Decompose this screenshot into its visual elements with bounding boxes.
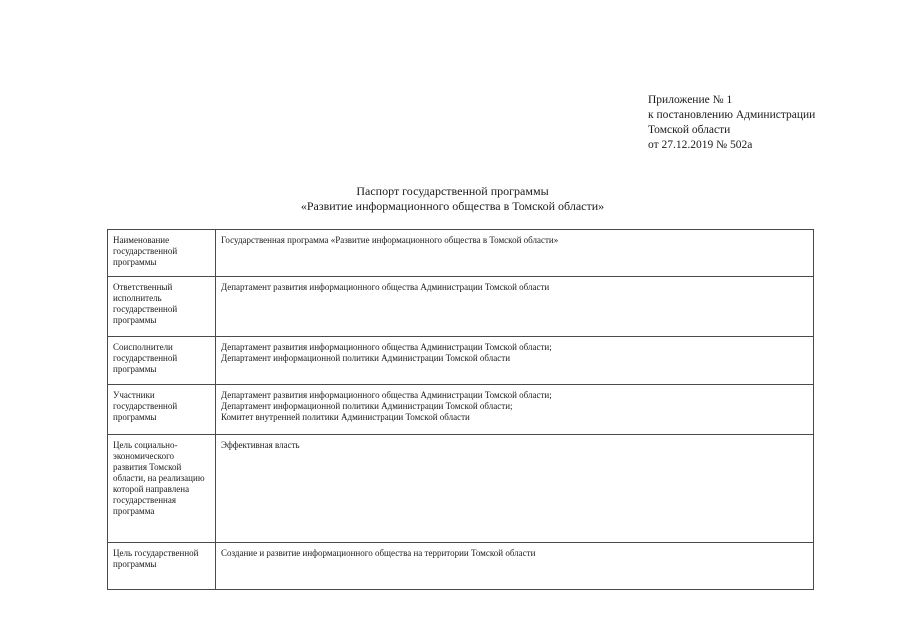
- appendix-header: [648, 93, 815, 153]
- title-line-1: Паспорт государственной программы: [356, 184, 549, 198]
- row-label: Ответственный исполнитель государственной программы: [108, 277, 216, 337]
- value-line: Департамент развития информационного общества Администрации Томской области: [221, 282, 550, 292]
- document-title: [0, 184, 905, 214]
- table-row: [108, 277, 814, 337]
- value-line: Создание и развитие информационного общества на территории Томской области: [221, 548, 536, 558]
- row-label: Участники государственной программы: [108, 385, 216, 435]
- row-value: [216, 277, 814, 337]
- row-value: [216, 230, 814, 277]
- value-line: Департамент развития информационного общества Администрации Томской области;: [221, 342, 552, 352]
- table-row: [108, 435, 814, 543]
- table-row: [108, 230, 814, 277]
- table-row: [108, 385, 814, 435]
- appendix-number: Приложение № 1: [648, 94, 733, 106]
- value-line: Комитет внутренней политики Администрации Томской области: [221, 412, 470, 422]
- passport-table: [107, 229, 814, 590]
- row-label: Цель государственной программы: [108, 543, 216, 590]
- value-line: Государственная программа «Развитие информационного общества в Томской области»: [221, 235, 559, 245]
- row-value: [216, 543, 814, 590]
- row-label: Наименование государственной программы: [108, 230, 216, 277]
- value-line: Департамент развития информационного общества Администрации Томской области;: [221, 390, 552, 400]
- value-line: Департамент информационной политики Администрации Томской области: [221, 353, 511, 363]
- value-line: Департамент информационной политики Администрации Томской области;: [221, 401, 513, 411]
- appendix-decree: к постановлению Администрации: [648, 109, 816, 121]
- row-value: [216, 435, 814, 543]
- title-line-2: «Развитие информационного общества в Томской области»: [300, 199, 605, 213]
- table-row: [108, 543, 814, 590]
- row-label: Соисполнители государственной программы: [108, 337, 216, 385]
- value-line: Эффективная власть: [221, 440, 300, 450]
- row-label: Цель социально-экономического развития Томской области, на реализацию которой направлена государственная программа: [108, 435, 216, 543]
- appendix-date: от 27.12.2019 № 502а: [648, 139, 753, 151]
- table-row: [108, 337, 814, 385]
- row-value: [216, 385, 814, 435]
- appendix-region: Томской области: [648, 124, 731, 136]
- row-value: [216, 337, 814, 385]
